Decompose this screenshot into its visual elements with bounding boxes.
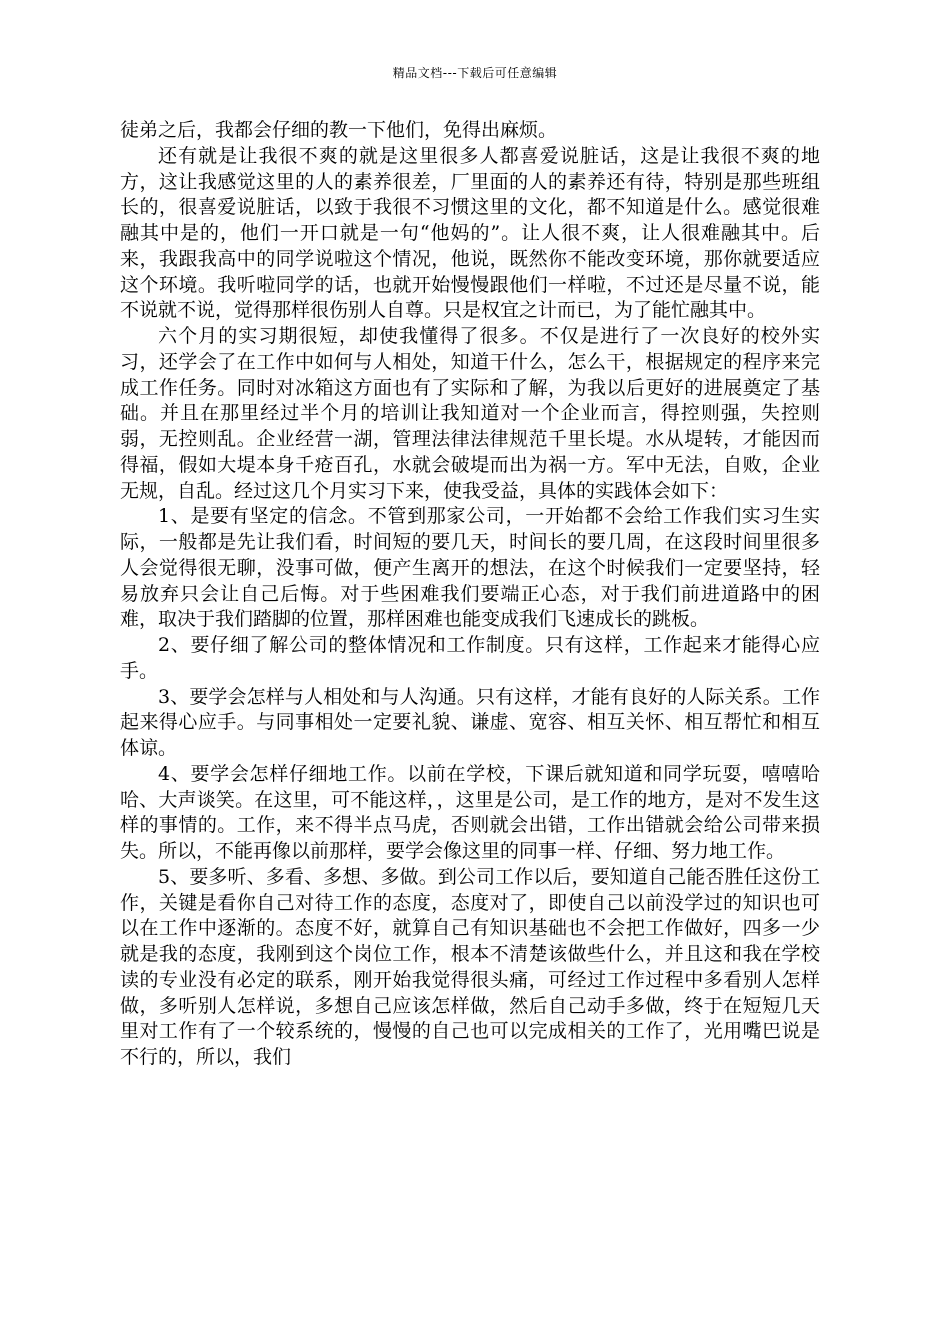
paragraph: 3、要学会怎样与人相处和与人沟通。只有这样，才能有良好的人际关系。工作起来得心应手。与同事相处一定要礼貌、谦虚、宽容、相互关怀、相互帮忙和相互体谅。 — [120, 685, 820, 759]
paragraph: 徒弟之后，我都会仔细的教一下他们，免得出麻烦。 — [120, 119, 558, 141]
paragraph: 4、要学会怎样仔细地工作。以前在学校，下课后就知道和同学玩耍，嘻嘻哈哈、大声谈笑。在这里，可不能这样，，这里是公司，是工作的地方，是对不发生这样的事情的。工作，来不得半点马虎，否则就会出错，工作出错就会给公司带来损失。所以，不能再像以前那样，要学会像这里的同事一样、仔细、努力地工作。 — [120, 762, 820, 862]
paragraph: 1、是要有坚定的信念。不管到那家公司，一开始都不会给工作我们实习生实际，一般都是先让我们看，时间短的要几天，时间长的要几周，在这段时间里很多人会觉得很无聊，没事可做，便产生离开的想法，在这个时候我们一定要坚持，轻易放弃只会让自己后悔。对于些困难我们要端正心态，对于我们前进道路中的困难，取决于我们踏脚的位置，那样困难也能变成我们飞速成长的跳板。 — [120, 505, 820, 631]
paragraph: 六个月的实习期很短，却使我懂得了很多。不仅是进行了一次良好的校外实习，还学会了在工作中如何与人相处，知道干什么，怎么干，根据规定的程序来完成工作任务。同时对冰箱这方面也有了实际和了解，为我以后更好的进展奠定了基础。并且在那里经过半个月的培训让我知道对一个企业而言，得控则强，失控则弱，无控则乱。企业经营一湖，管理法律法律规范千里长堤。水从堤转，才能因而得福，假如大堤本身千疮百孔，水就会破堤而出为祸一方。军中无法，自败，企业无规，自乱。经过这几个月实习下来，使我受益，具体的实践体会如下： — [120, 325, 820, 502]
paragraph: 2、要仔细了解公司的整体情况和工作制度。只有这样，工作起来才能得心应手。 — [120, 634, 820, 682]
paragraph: 还有就是让我很不爽的就是这里很多人都喜爱说脏话，这是让我很不爽的地方，这让我感觉这里的人的素养很差，厂里面的人的素养还有待，特别是那些班组长的，很喜爱说脏话，以致于我很不习惯这里的文化，都不知道是什么。感觉很难融其中是的，他们一开口就是一句“他妈的”。让人很不爽，让人很难融其中。后来，我跟我高中的同学说啦这个情况，他说，既然你不能改变环境，那你就要适应这个环境。我听啦同学的话，也就开始慢慢跟他们一样啦，不过还是尽量不说，能不说就不说，觉得那样很伤别人自尊。只是权宜之计而已，为了能忙融其中。 — [120, 144, 820, 322]
document-body — [120, 118, 820, 1071]
page-header: 精品文档---下载后可任意编辑 — [392, 66, 558, 80]
paragraph: 5、要多听、多看、多想、多做。到公司工作以后，要知道自己能否胜任这份工作，关键是看你自己对待工作的态度，态度对了，即使自己以前没学过的知识也可以在工作中逐渐的。态度不好，就算自己有知识基础也不会把工作做好，四多一少就是我的态度，我刚到这个岗位工作，根本不清楚该做些什么，并且这和我在学校读的专业没有必定的联系，刚开始我觉得很头痛，可经过工作过程中多看别人怎样做，多听别人怎样说，多想自己应该怎样做，然后自己动手多做，终于在短短几天里对工作有了一个较系统的，慢慢的自己也可以完成相关的工作了，光用嘴巴说是不行的，所以，我们 — [120, 865, 820, 1068]
